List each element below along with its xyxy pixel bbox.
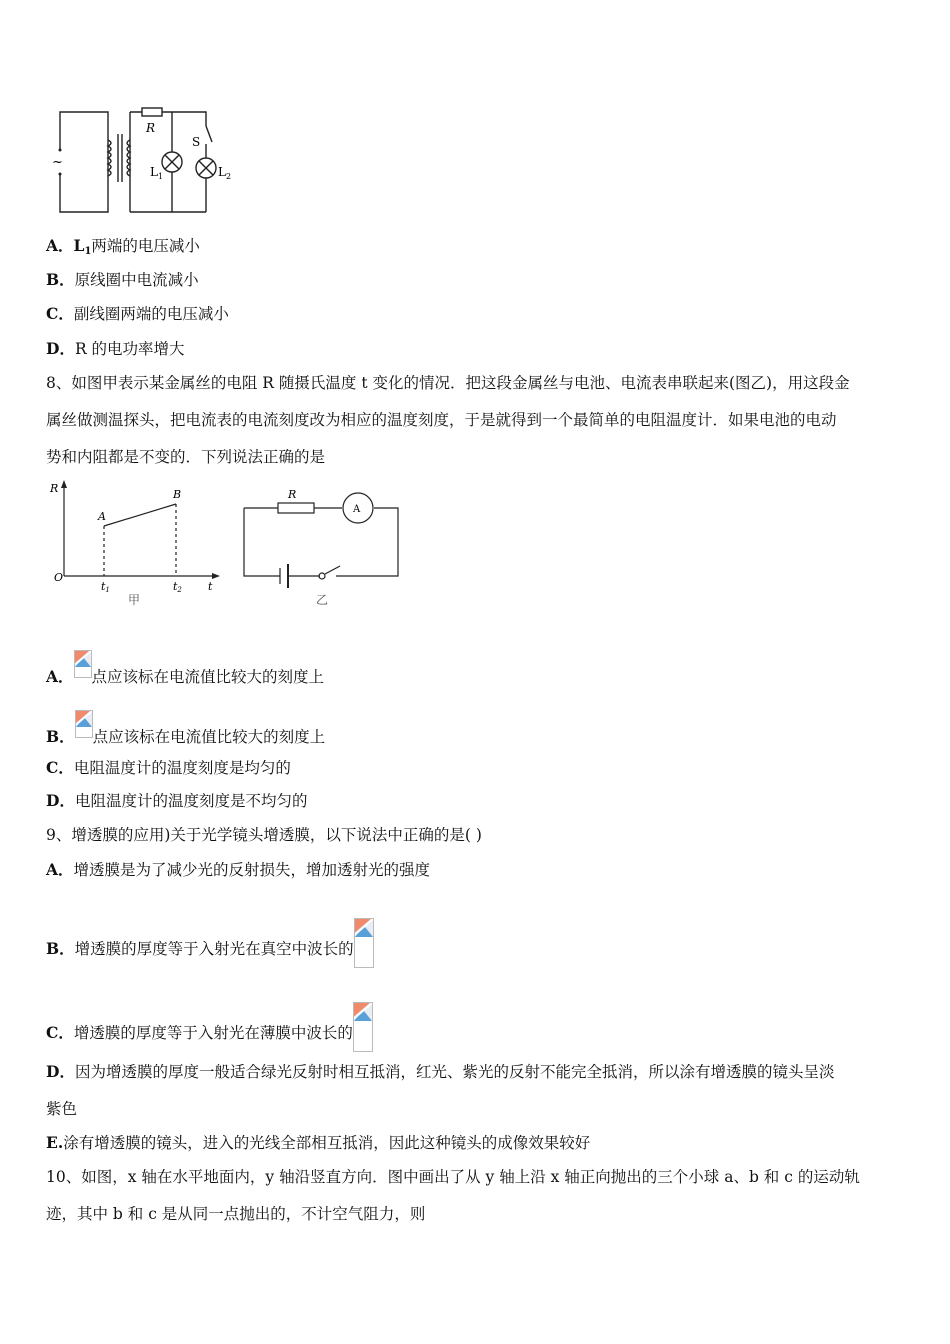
graph-t2-label: t2 — [173, 580, 182, 594]
q9-option-c[interactable] — [46, 1002, 373, 1052]
resistor-label: R — [146, 121, 156, 135]
q7-option-d[interactable] — [46, 339, 185, 359]
option-text: R 的电功率增大 — [74, 340, 185, 358]
option-label: B． — [46, 727, 75, 746]
q8-stem-line-1: 8、如图甲表示某金属丝的电阻 R 随摄氏温度 t 变化的情况．把这段金属丝与电池、电流表串联起来(图乙)，用这段金 — [46, 374, 850, 392]
q10-stem-line-2: 迹，其中 b 和 c 是从同一点抛出的，不计空气阻力，则 — [46, 1205, 426, 1223]
option-label: D． — [46, 1062, 75, 1081]
q9-option-d[interactable] — [46, 1062, 834, 1082]
q8-option-d[interactable] — [46, 791, 307, 811]
option-label: D． — [46, 791, 75, 810]
graph-origin-label: O — [54, 571, 64, 584]
option-text: 原线圈中电流减小 — [74, 271, 199, 289]
missing-image-icon — [74, 650, 92, 678]
option-text: 两端的电压减小 — [91, 237, 200, 255]
option-text: 电阻温度计的温度刻度是不均匀的 — [74, 792, 308, 810]
option-text: 增透膜的厚度等于入射光在薄膜中波长的 — [73, 1024, 353, 1042]
option-text: 涂有增透膜的镜头，进入的光线全部相互抵消，因此这种镜头的成像效果较好 — [63, 1134, 591, 1152]
option-label: C． — [46, 1023, 74, 1042]
q8-option-a[interactable] — [46, 650, 324, 687]
circuit-caption: 乙 — [316, 593, 329, 607]
graph-caption: 甲 — [128, 593, 141, 607]
q8-option-b[interactable] — [46, 710, 325, 747]
option-text: 增透膜是为了减少光的反射损失，增加透射光的强度 — [73, 861, 431, 879]
q9-option-b[interactable] — [46, 918, 374, 968]
option-text: 点应该标在电流值比较大的刻度上 — [92, 728, 326, 746]
q9-option-d-continued — [46, 1099, 77, 1119]
q7-option-a[interactable] — [46, 236, 200, 262]
missing-image-icon — [75, 710, 93, 738]
option-label: C． — [46, 304, 74, 323]
option-label: D． — [46, 339, 75, 358]
q8-resistance-temperature-graph — [46, 478, 226, 608]
option-label: A． — [46, 860, 74, 879]
q8-thermometer-circuit — [236, 484, 406, 608]
graph-x-axis-label: t — [208, 580, 213, 593]
option-symbol-sub: 1 — [84, 246, 92, 257]
switch-label: S — [192, 135, 201, 149]
option-symbol: L — [73, 236, 85, 255]
q9-option-a[interactable] — [46, 860, 430, 880]
graph-y-axis-label: R — [50, 482, 59, 495]
option-text: 电阻温度计的温度刻度是均匀的 — [73, 759, 291, 777]
option-text: 因为增透膜的厚度一般适合绿光反射时相互抵消，红光、紫光的反射不能完全抵消，所以涂有增透膜的镜头呈淡 — [74, 1063, 835, 1081]
lamp-l1-label: $L_1$ — [150, 165, 164, 181]
graph-t1-label: t1 — [101, 580, 110, 594]
lamp-l2-label: $L_2$ — [218, 165, 232, 181]
missing-fraction-image-icon — [354, 918, 374, 968]
option-label: A． — [46, 667, 74, 686]
option-text: 紫色 — [46, 1100, 78, 1118]
option-label: E. — [46, 1133, 64, 1152]
option-label: B． — [46, 939, 75, 958]
option-label: A． — [46, 236, 74, 255]
option-label: B． — [46, 270, 75, 289]
resistor-r-label: R — [288, 488, 297, 501]
q9-option-e[interactable] — [46, 1133, 590, 1153]
graph-point-b-label: B — [173, 488, 182, 501]
q8-stem-line-3: 势和内阻都是不变的．下列说法正确的是 — [46, 448, 326, 466]
ac-source-symbol: ~ — [52, 155, 63, 170]
q10-stem-line-1: 10、如图，x 轴在水平地面内，y 轴沿竖直方向．图中画出了从 y 轴上沿 x 轴正向抛出的三个小球 a、b 和 c 的运动轨 — [46, 1168, 860, 1186]
q9-stem: 9、增透膜的应用)关于光学镜头增透膜，以下说法中正确的是( ) — [46, 826, 482, 844]
q7-option-c[interactable] — [46, 304, 229, 324]
graph-point-a-label: A — [98, 510, 106, 523]
option-label: C． — [46, 758, 74, 777]
q8-option-c[interactable] — [46, 758, 291, 778]
option-text: 点应该标在电流值比较大的刻度上 — [91, 668, 325, 686]
option-text: 增透膜的厚度等于入射光在真空中波长的 — [74, 940, 354, 958]
q7-transformer-circuit — [46, 100, 246, 218]
missing-fraction-image-icon — [353, 1002, 373, 1052]
ammeter-label: A — [353, 504, 361, 515]
q8-stem-line-2: 属丝做测温探头，把电流表的电流刻度改为相应的温度刻度，于是就得到一个最简单的电阻温度计．如果电池的电动 — [46, 411, 837, 429]
q7-option-b[interactable] — [46, 270, 199, 290]
option-text: 副线圈两端的电压减小 — [73, 305, 229, 323]
